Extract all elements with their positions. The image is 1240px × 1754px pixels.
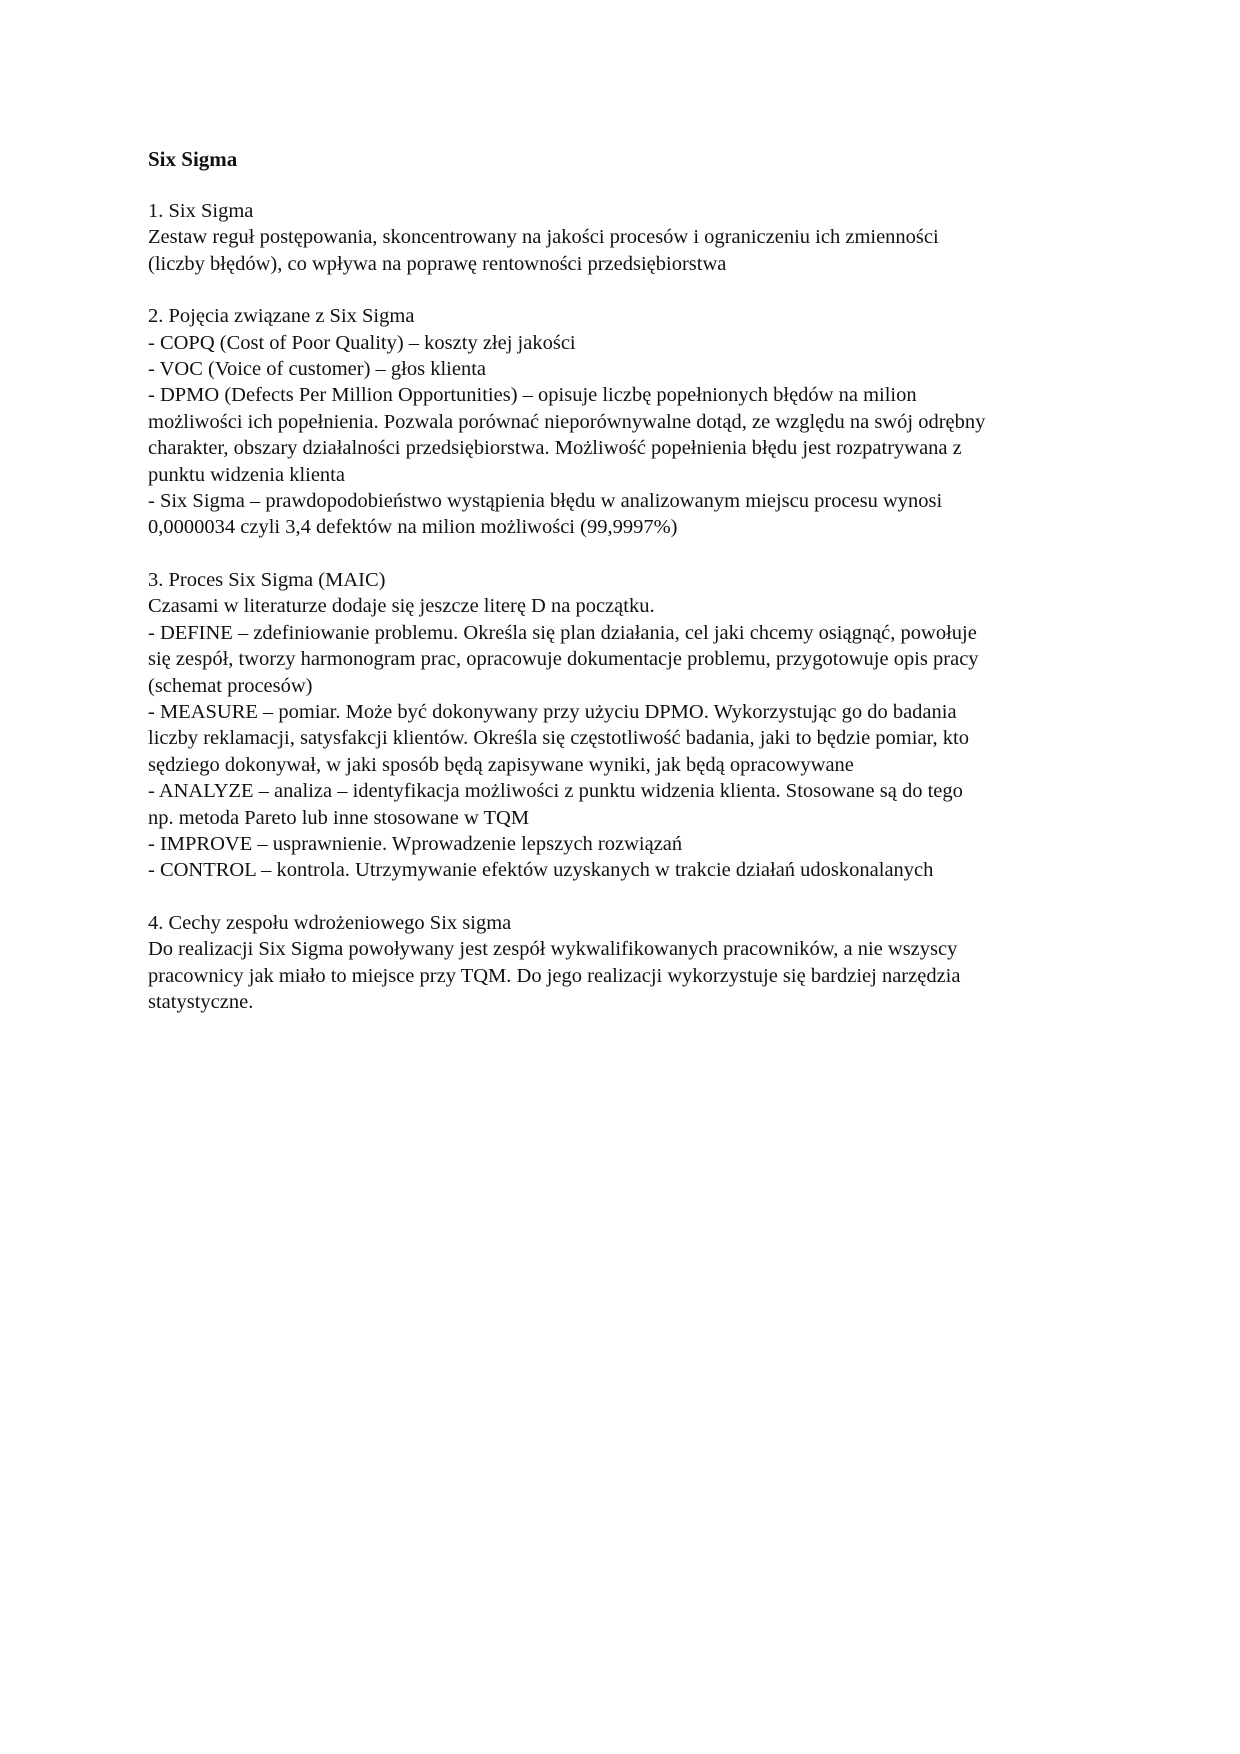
section-six-sigma-definition (148, 198, 1108, 277)
paragraph-line: np. metoda Pareto lub inne stosowane w TQM (148, 806, 530, 829)
paragraph-line: się zespół, tworzy harmonogram prac, opracowuje dokumentacje problemu, przygotowuje opis pracy (148, 648, 979, 671)
section-heading: 1. Six Sigma (148, 200, 254, 222)
paragraph-line: pracownicy jak miało to miejsce przy TQM. Do jego realizacji wykorzystuje się bardziej narzędzia (148, 964, 961, 987)
section-process (148, 567, 1108, 884)
document-body (148, 146, 1108, 1015)
paragraph-line: Zestaw reguł postępowania, skoncentrowany na jakości procesów i ograniczeniu ich zmienności (148, 226, 939, 249)
paragraph-line: sędziego dokonywał, w jaki sposób będą zapisywane wyniki, jak będą opracowywane (148, 753, 854, 776)
paragraph-line: 0,0000034 czyli 3,4 defektów na milion możliwości (99,9997%) (148, 516, 678, 539)
paragraph-line: statystyczne. (148, 990, 254, 1013)
paragraph-line: (liczby błędów), co wpływa na poprawę rentowności przedsiębiorstwa (148, 252, 727, 275)
section-heading: 3. Proces Six Sigma (MAIC) (148, 568, 386, 591)
section-concepts (148, 303, 1108, 541)
paragraph-line: Do realizacji Six Sigma powoływany jest zespół wykwalifikowanych pracowników, a nie wszyscy (148, 938, 958, 961)
paragraph-line: charakter, obszary działalności przedsiębiorstwa. Możliwość popełnienia błędu jest rozpatrywana z (148, 437, 962, 460)
document-title: Six Sigma (148, 147, 238, 171)
paragraph-line: możliwości ich popełnienia. Pozwala porównać nieporównywalne dotąd, ze względu na swój odrębny (148, 410, 986, 433)
paragraph-line: liczby reklamacji, satysfakcji klientów. Określa się częstotliwość badania, jaki to będzie pomiar, kto (148, 727, 969, 750)
section-heading: 2. Pojęcia związane z Six Sigma (148, 305, 415, 328)
list-item-improve: - IMPROVE – usprawnienie. Wprowadzenie lepszych rozwiązań (148, 832, 683, 855)
list-item-measure: - MEASURE – pomiar. Może być dokonywany przy użyciu DPMO. Wykorzystując go do badania (148, 700, 957, 723)
list-item-analyze: - ANALYZE – analiza – identyfikacja możliwości z punktu widzenia klienta. Stosowane są do tego (148, 780, 963, 803)
paragraph-line: (schemat procesów) (148, 674, 313, 697)
list-item-define: - DEFINE – zdefiniowanie problemu. Określa się plan działania, cel jaki chcemy osiągnąć, powołuje (148, 621, 977, 644)
list-item-control: - CONTROL – kontrola. Utrzymywanie efektów uzyskanych w trakcie działań udoskonalanych (148, 859, 934, 882)
list-item-copq: - COPQ (Cost of Poor Quality) – koszty złej jakości (148, 331, 576, 354)
paragraph-line: Czasami w literaturze dodaje się jeszcze literę D na początku. (148, 595, 655, 618)
list-item-six-sigma: - Six Sigma – prawdopodobieństwo wystąpienia błędu w analizowanym miejscu procesu wynosi (148, 490, 943, 513)
paragraph-line: punktu widzenia klienta (148, 463, 345, 486)
list-item-voc: - VOC (Voice of customer) – głos klienta (148, 358, 486, 381)
section-team-features (148, 910, 1108, 1016)
section-heading: 4. Cechy zespołu wdrożeniowego Six sigma (148, 911, 512, 934)
list-item-dpmo: - DPMO (Defects Per Million Opportunities) – opisuje liczbę popełnionych błędów na milion (148, 384, 917, 407)
